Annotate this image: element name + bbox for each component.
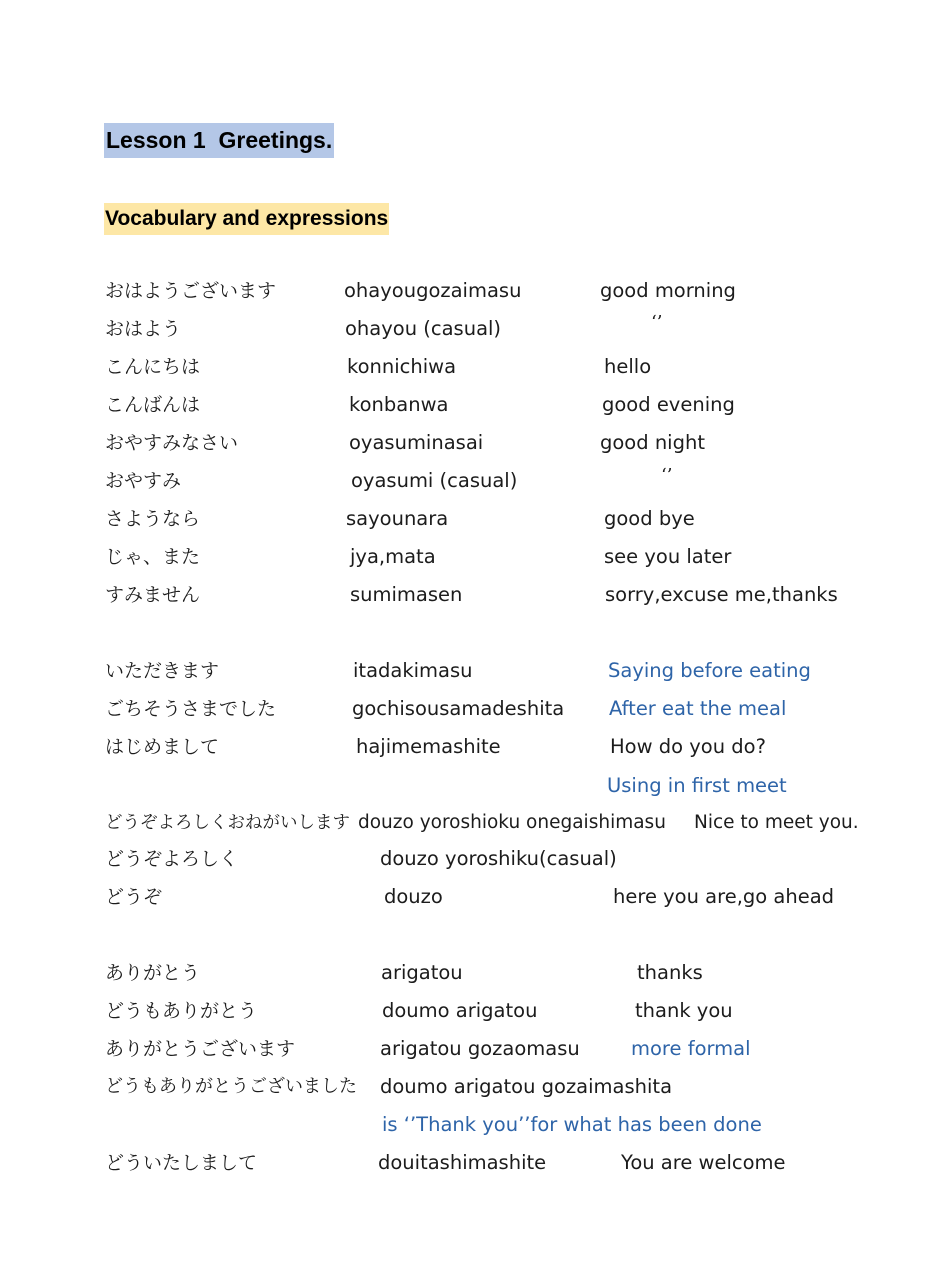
romaji-term: douitashimashite xyxy=(378,1151,547,1174)
english-meaning: You are welcome xyxy=(621,1151,786,1174)
lesson-title: Lesson 1 Greetings. xyxy=(104,123,334,158)
japanese-term: ありがとう xyxy=(105,962,201,984)
romaji-term: hajimemashite xyxy=(356,735,501,758)
english-meaning: good bye xyxy=(604,507,695,530)
romaji-term: douzo yoroshioku onegaishimasu xyxy=(358,812,666,833)
english-meaning: hello xyxy=(604,355,652,378)
english-meaning: good evening xyxy=(602,393,735,416)
ditto-mark: ‘’ xyxy=(651,312,663,333)
romaji-term: ohayougozaimasu xyxy=(344,279,522,302)
usage-note: Saying before eating xyxy=(608,659,811,682)
japanese-term: すみません xyxy=(105,584,201,606)
romaji-term: konnichiwa xyxy=(347,355,457,378)
japanese-term: ありがとうございます xyxy=(105,1038,296,1060)
romaji-term: oyasuminasai xyxy=(349,431,484,454)
romaji-term: arigatou xyxy=(381,961,463,984)
ditto-mark: ‘’ xyxy=(661,465,673,486)
romaji-term: gochisousamadeshita xyxy=(352,697,565,720)
english-meaning: good morning xyxy=(600,279,736,302)
japanese-term: はじめまして xyxy=(105,736,220,758)
romaji-term: itadakimasu xyxy=(353,659,473,682)
romaji-term: sayounara xyxy=(346,507,449,530)
japanese-term: どういたしまして xyxy=(105,1152,258,1174)
english-meaning: sorry,excuse me,thanks xyxy=(605,583,838,606)
english-meaning: How do you do? xyxy=(610,735,766,758)
japanese-term: じゃ、また xyxy=(105,546,201,568)
romaji-term: sumimasen xyxy=(350,583,463,606)
japanese-term: どうぞよろしくおねがいします xyxy=(105,813,350,833)
japanese-term: どうもありがとう xyxy=(105,1000,258,1022)
romaji-term: jya,mata xyxy=(350,545,436,568)
japanese-term: おやすみなさい xyxy=(105,432,239,454)
japanese-term: いただきます xyxy=(105,660,220,682)
english-meaning: thank you xyxy=(635,999,733,1022)
romaji-term: doumo arigatou gozaimashita xyxy=(380,1075,673,1098)
romaji-term: oyasumi (casual) xyxy=(351,469,518,492)
romaji-term: arigatou gozaomasu xyxy=(380,1037,580,1060)
usage-note: more formal xyxy=(631,1037,751,1060)
japanese-term: おはよう xyxy=(105,318,182,340)
usage-note: Using in first meet xyxy=(607,774,787,797)
usage-note: is ‘’Thank you’’for what has been done xyxy=(382,1113,762,1136)
romaji-term: doumo arigatou xyxy=(382,999,538,1022)
romaji-term: douzo xyxy=(384,885,443,908)
japanese-term: どうもありがとうございました xyxy=(105,1076,357,1097)
romaji-term: konbanwa xyxy=(349,393,449,416)
romaji-term: ohayou (casual) xyxy=(345,317,502,340)
japanese-term: どうぞよろしく xyxy=(105,848,239,870)
english-meaning: thanks xyxy=(637,961,703,984)
section-title: Vocabulary and expressions xyxy=(104,203,389,235)
english-meaning: good night xyxy=(600,431,705,454)
japanese-term: こんばんは xyxy=(105,394,201,416)
japanese-term: おやすみ xyxy=(105,470,182,492)
japanese-term: こんにちは xyxy=(105,356,201,378)
english-meaning: see you later xyxy=(604,545,732,568)
japanese-term: どうぞ xyxy=(105,886,163,908)
japanese-term: ごちそうさまでした xyxy=(105,698,277,720)
japanese-term: おはようございます xyxy=(105,280,277,302)
usage-note: After eat the meal xyxy=(609,697,787,720)
romaji-term: douzo yoroshiku(casual) xyxy=(380,847,617,870)
english-meaning: Nice to meet you. xyxy=(694,812,859,833)
japanese-term: さようなら xyxy=(105,508,201,530)
english-meaning: here you are,go ahead xyxy=(613,885,835,908)
